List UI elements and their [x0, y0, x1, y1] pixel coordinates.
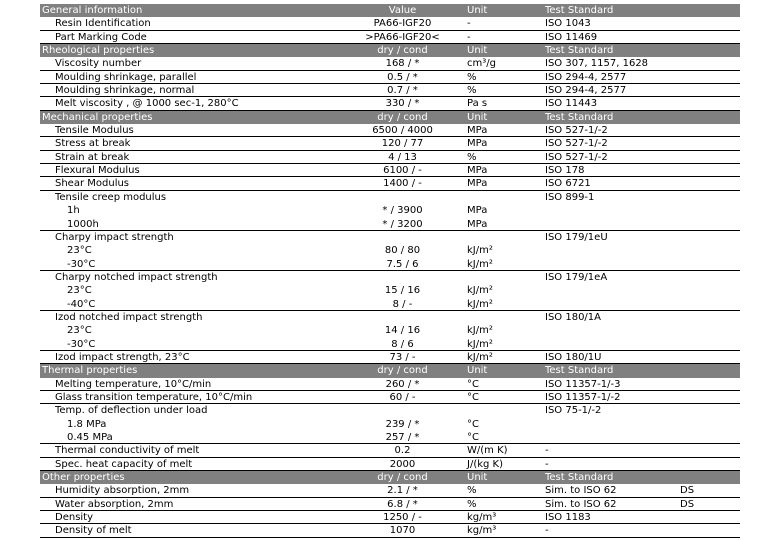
- section-header: [40, 4, 740, 17]
- property-unit: kJ/m²: [467, 298, 493, 310]
- property-name: Density of melt: [55, 525, 132, 537]
- property-unit: MPa: [467, 218, 488, 230]
- test-standard: ISO 11357-1/-3: [545, 378, 621, 390]
- property-unit: Pa s: [467, 98, 488, 110]
- property-name: Shear Modulus: [55, 178, 130, 190]
- property-value: 4 / 13: [388, 151, 417, 163]
- property-row: [40, 324, 740, 337]
- property-row: [40, 258, 740, 271]
- test-standard: ISO 527-1/-2: [545, 138, 608, 150]
- property-unit: kJ/m²: [467, 285, 493, 297]
- property-value: 6100 / -: [383, 165, 422, 177]
- property-name: Moulding shrinkage, parallel: [55, 71, 197, 83]
- test-standard: ISO 11443: [545, 98, 598, 110]
- property-value: * / 3900: [382, 205, 423, 217]
- property-name: Moulding shrinkage, normal: [55, 85, 195, 97]
- property-value: 0.2: [394, 445, 411, 457]
- property-unit: MPa: [467, 178, 488, 190]
- property-unit: MPa: [467, 125, 488, 137]
- property-value: 2.1 / *: [387, 485, 418, 497]
- property-unit: W/(m K): [467, 445, 508, 457]
- test-standard: ISO 294-4, 2577: [545, 71, 627, 83]
- property-row: [40, 204, 740, 217]
- property-value: 60 / -: [389, 391, 416, 403]
- test-standard: Sim. to ISO 62: [545, 485, 617, 497]
- property-unit: kJ/m²: [467, 245, 493, 257]
- datasheet-table: [40, 4, 740, 538]
- test-standard: ISO 179/1eU: [545, 231, 608, 243]
- unit-column-header: Unit: [467, 45, 488, 57]
- property-row: [40, 191, 740, 204]
- property-row: [40, 391, 740, 404]
- property-unit: MPa: [467, 205, 488, 217]
- property-value: 6.8 / *: [387, 498, 418, 510]
- property-value: 168 / *: [385, 58, 420, 70]
- property-name: Melting temperature, 10°C/min: [55, 378, 212, 390]
- property-unit: kJ/m²: [467, 338, 493, 350]
- property-row: [40, 31, 740, 44]
- property-row: [40, 177, 740, 190]
- test-standard: ISO 527-1/-2: [545, 125, 608, 137]
- unit-column-header: Unit: [467, 111, 488, 123]
- property-row: [40, 338, 740, 351]
- property-row: [40, 511, 740, 524]
- standard-column-header: Test Standard: [545, 45, 614, 57]
- test-standard: -: [545, 445, 549, 457]
- property-value: 80 / 80: [384, 245, 421, 257]
- value-column-header: dry / cond: [377, 111, 428, 123]
- property-value: 15 / 16: [384, 285, 421, 297]
- property-value: 120 / 77: [381, 138, 424, 150]
- property-value: 1400 / -: [383, 178, 422, 190]
- property-name: Humidity absorption, 2mm: [55, 485, 190, 497]
- property-name: Izod impact strength, 23°C: [55, 351, 190, 363]
- property-row: [40, 84, 740, 97]
- property-value: 1250 / -: [383, 512, 422, 524]
- property-name: Charpy notched impact strength: [55, 271, 218, 283]
- property-name: Stress at break: [55, 138, 131, 150]
- value-column-header: dry / cond: [377, 45, 428, 57]
- section-header: [40, 471, 740, 484]
- test-standard: ISO 6721: [545, 178, 591, 190]
- property-row: [40, 431, 740, 444]
- property-value: 2000: [389, 458, 416, 470]
- property-row: [40, 164, 740, 177]
- property-name: Water absorption, 2mm: [55, 498, 174, 510]
- property-name: -30°C: [67, 258, 96, 270]
- property-unit: -: [467, 31, 471, 43]
- property-name: Tensile Modulus: [55, 125, 134, 137]
- property-row: [40, 298, 740, 311]
- section-title: Other properties: [42, 472, 125, 484]
- property-unit: °C: [467, 378, 479, 390]
- standard-column-header: Test Standard: [545, 111, 614, 123]
- property-note: DS: [680, 485, 695, 497]
- value-column-header: Value: [388, 5, 417, 16]
- property-row: [40, 57, 740, 70]
- property-row: [40, 231, 740, 244]
- property-unit: kJ/m²: [467, 351, 493, 363]
- property-name: Melt viscosity , @ 1000 sec-1, 280°C: [55, 98, 239, 110]
- test-standard: ISO 11469: [545, 31, 598, 43]
- property-name: 1000h: [67, 218, 99, 230]
- property-name: Flexural Modulus: [55, 165, 140, 177]
- test-standard: ISO 1043: [545, 18, 591, 30]
- property-unit: %: [467, 151, 477, 163]
- property-unit: MPa: [467, 138, 488, 150]
- property-value: 260 / *: [385, 378, 420, 390]
- value-column-header: dry / cond: [377, 472, 428, 484]
- property-value: 8 / -: [392, 298, 413, 310]
- property-row: [40, 378, 740, 391]
- property-unit: kg/m³: [467, 512, 497, 524]
- property-row: [40, 151, 740, 164]
- unit-column-header: Unit: [467, 5, 488, 16]
- test-standard: ISO 899-1: [545, 191, 595, 203]
- property-value: 239 / *: [385, 418, 420, 430]
- property-name: 1.8 MPa: [67, 418, 107, 430]
- property-name: 23°C: [67, 285, 92, 297]
- property-name: Temp. of deflection under load: [55, 405, 208, 417]
- property-value: 73 / -: [389, 351, 416, 363]
- property-row: [40, 244, 740, 257]
- test-standard: Sim. to ISO 62: [545, 498, 617, 510]
- section-title: Rheological properties: [42, 45, 155, 57]
- property-value: 6500 / 4000: [372, 125, 433, 137]
- property-row: [40, 444, 740, 457]
- standard-column-header: Test Standard: [545, 5, 614, 16]
- test-standard: -: [545, 525, 549, 537]
- section-title: Mechanical properties: [42, 111, 153, 123]
- property-name: Glass transition temperature, 10°C/min: [55, 391, 253, 403]
- section-title: Thermal properties: [42, 365, 138, 377]
- property-unit: kJ/m²: [467, 258, 493, 270]
- property-name: 1h: [67, 205, 80, 217]
- property-row: [40, 284, 740, 297]
- property-name: Density: [55, 512, 94, 524]
- standard-column-header: Test Standard: [545, 365, 614, 377]
- property-value: 8 / 6: [391, 338, 414, 350]
- property-unit: cm³/g: [467, 58, 496, 70]
- standard-column-header: Test Standard: [545, 472, 614, 484]
- property-name: 23°C: [67, 325, 92, 337]
- property-value: 7.5 / 6: [386, 258, 419, 270]
- test-standard: ISO 180/1U: [545, 351, 602, 363]
- property-value: * / 3200: [382, 218, 423, 230]
- property-unit: °C: [467, 418, 479, 430]
- property-row: [40, 524, 740, 537]
- property-value: 0.7 / *: [387, 85, 418, 97]
- property-unit: %: [467, 498, 477, 510]
- property-unit: J/(kg K): [467, 458, 503, 470]
- test-standard: ISO 180/1A: [545, 311, 602, 323]
- property-name: Strain at break: [55, 151, 130, 163]
- property-row: [40, 271, 740, 284]
- property-unit: °C: [467, 432, 479, 443]
- property-unit: kg/m³: [467, 525, 497, 537]
- property-row: [40, 351, 740, 364]
- section-header: [40, 364, 740, 377]
- property-value: PA66-IGF20: [373, 18, 432, 30]
- property-row: [40, 458, 740, 471]
- test-standard: ISO 1183: [545, 512, 591, 524]
- property-value: 1070: [389, 525, 416, 537]
- property-name: Resin Identification: [55, 18, 151, 30]
- property-unit: kJ/m²: [467, 325, 493, 337]
- property-name: Izod notched impact strength: [55, 311, 203, 323]
- property-row: [40, 311, 740, 324]
- property-value: 14 / 16: [384, 325, 421, 337]
- property-row: [40, 71, 740, 84]
- property-unit: -: [467, 18, 471, 30]
- property-row: [40, 418, 740, 431]
- property-name: Spec. heat capacity of melt: [55, 458, 193, 470]
- section-title: General information: [42, 5, 143, 16]
- property-unit: MPa: [467, 165, 488, 177]
- property-value: 330 / *: [385, 98, 420, 110]
- property-name: Tensile creep modulus: [55, 191, 167, 203]
- property-name: -30°C: [67, 338, 96, 350]
- property-row: [40, 17, 740, 30]
- property-name: Thermal conductivity of melt: [55, 445, 200, 457]
- test-standard: ISO 75-1/-2: [545, 405, 602, 417]
- unit-column-header: Unit: [467, 472, 488, 484]
- test-standard: ISO 179/1eA: [545, 271, 608, 283]
- test-standard: ISO 11357-1/-2: [545, 391, 621, 403]
- property-name: Part Marking Code: [55, 31, 147, 43]
- test-standard: -: [545, 458, 549, 470]
- property-row: [40, 218, 740, 231]
- property-row: [40, 404, 740, 417]
- property-name: Viscosity number: [55, 58, 142, 70]
- section-header: [40, 44, 740, 57]
- property-value: 257 / *: [385, 432, 420, 443]
- property-unit: °C: [467, 391, 479, 403]
- property-value: >PA66-IGF20<: [365, 31, 440, 43]
- property-row: [40, 97, 740, 110]
- property-row: [40, 137, 740, 150]
- property-name: 23°C: [67, 245, 92, 257]
- property-unit: %: [467, 85, 477, 97]
- property-row: [40, 498, 740, 511]
- property-name: 0.45 MPa: [67, 432, 113, 443]
- value-column-header: dry / cond: [377, 365, 428, 377]
- property-note: DS: [680, 498, 695, 510]
- test-standard: ISO 527-1/-2: [545, 151, 608, 163]
- property-name: -40°C: [67, 298, 96, 310]
- property-name: Charpy impact strength: [55, 231, 174, 243]
- test-standard: ISO 294-4, 2577: [545, 85, 627, 97]
- property-row: [40, 124, 740, 137]
- property-row: [40, 484, 740, 497]
- property-unit: %: [467, 71, 477, 83]
- property-unit: %: [467, 485, 477, 497]
- property-value: 0.5 / *: [387, 71, 418, 83]
- test-standard: ISO 178: [545, 165, 585, 177]
- test-standard: ISO 307, 1157, 1628: [545, 58, 649, 70]
- section-header: [40, 111, 740, 124]
- unit-column-header: Unit: [467, 365, 488, 377]
